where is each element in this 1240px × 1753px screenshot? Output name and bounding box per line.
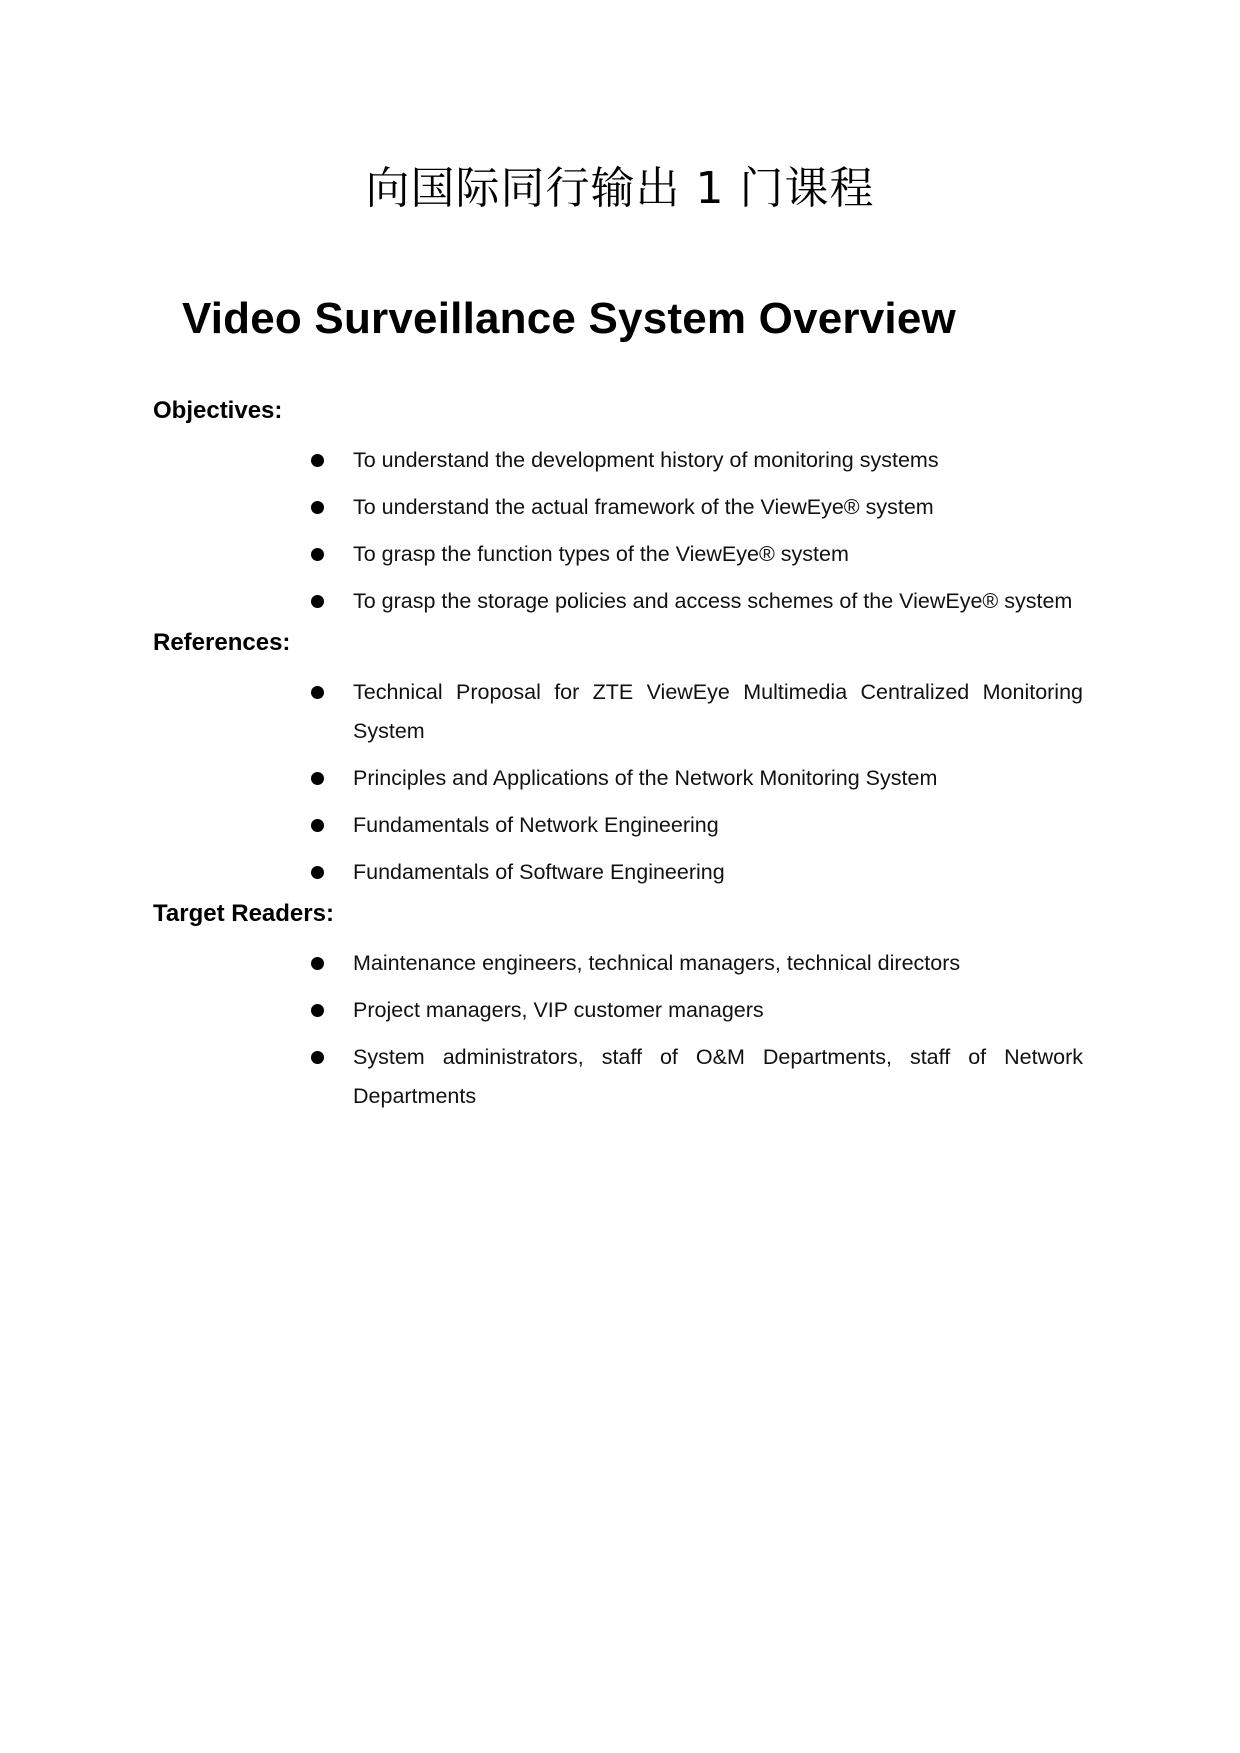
bullet-icon: [311, 686, 324, 699]
list-item: [153, 991, 1083, 1030]
bullet-icon: [311, 548, 324, 561]
section-references: [153, 625, 1083, 892]
page-heading: 向国际同行输出 1 门课程: [365, 163, 875, 214]
list-item-text: To grasp the function types of the ViewEye® system: [353, 542, 849, 566]
section-label: Objectives:: [153, 397, 283, 424]
bullet-icon: [311, 454, 324, 467]
list-item: [153, 944, 1083, 983]
bullet-icon: [311, 772, 324, 785]
list-item: [153, 759, 1083, 798]
section-objectives: [153, 393, 1083, 621]
list-item: [153, 535, 1083, 574]
bullet-icon: [311, 957, 324, 970]
section-label: Target Readers:: [153, 900, 334, 927]
list-item-text: Technical Proposal for ZTE ViewEye Multimedia Centralized Monitoring System: [353, 680, 1083, 743]
bullet-icon: [311, 866, 324, 879]
list-item: [153, 441, 1083, 480]
list-item: [153, 582, 1083, 621]
section-target-readers: [153, 896, 1083, 1116]
list-item-text: Principles and Applications of the Network Monitoring System: [353, 766, 938, 790]
target-readers-list: [153, 944, 1083, 1116]
list-item-text: Fundamentals of Software Engineering: [353, 860, 725, 884]
list-item-text: To understand the development history of monitoring systems: [353, 448, 939, 472]
document-body: [153, 393, 1083, 1120]
references-list: [153, 673, 1083, 892]
list-item-text: System administrators, staff of O&M Departments, staff of Network Departments: [353, 1045, 1083, 1108]
list-item: [153, 488, 1083, 527]
bullet-icon: [311, 501, 324, 514]
bullet-icon: [311, 819, 324, 832]
list-item-text: Fundamentals of Network Engineering: [353, 813, 719, 837]
list-item: [153, 673, 1083, 751]
bullet-icon: [311, 1051, 324, 1064]
list-item-text: To understand the actual framework of the ViewEye® system: [353, 495, 934, 519]
bullet-icon: [311, 595, 324, 608]
bullet-icon: [311, 1004, 324, 1017]
list-item-text: Project managers, VIP customer managers: [353, 998, 764, 1022]
list-item: [153, 806, 1083, 845]
document-title: Video Surveillance System Overview: [182, 294, 956, 343]
list-item: [153, 1038, 1083, 1116]
list-item-text: Maintenance engineers, technical managers, technical directors: [353, 951, 961, 975]
section-label: References:: [153, 629, 291, 656]
list-item-text: To grasp the storage policies and access schemes of the ViewEye® system: [353, 589, 1073, 613]
objectives-list: [153, 441, 1083, 621]
list-item: [153, 853, 1083, 892]
